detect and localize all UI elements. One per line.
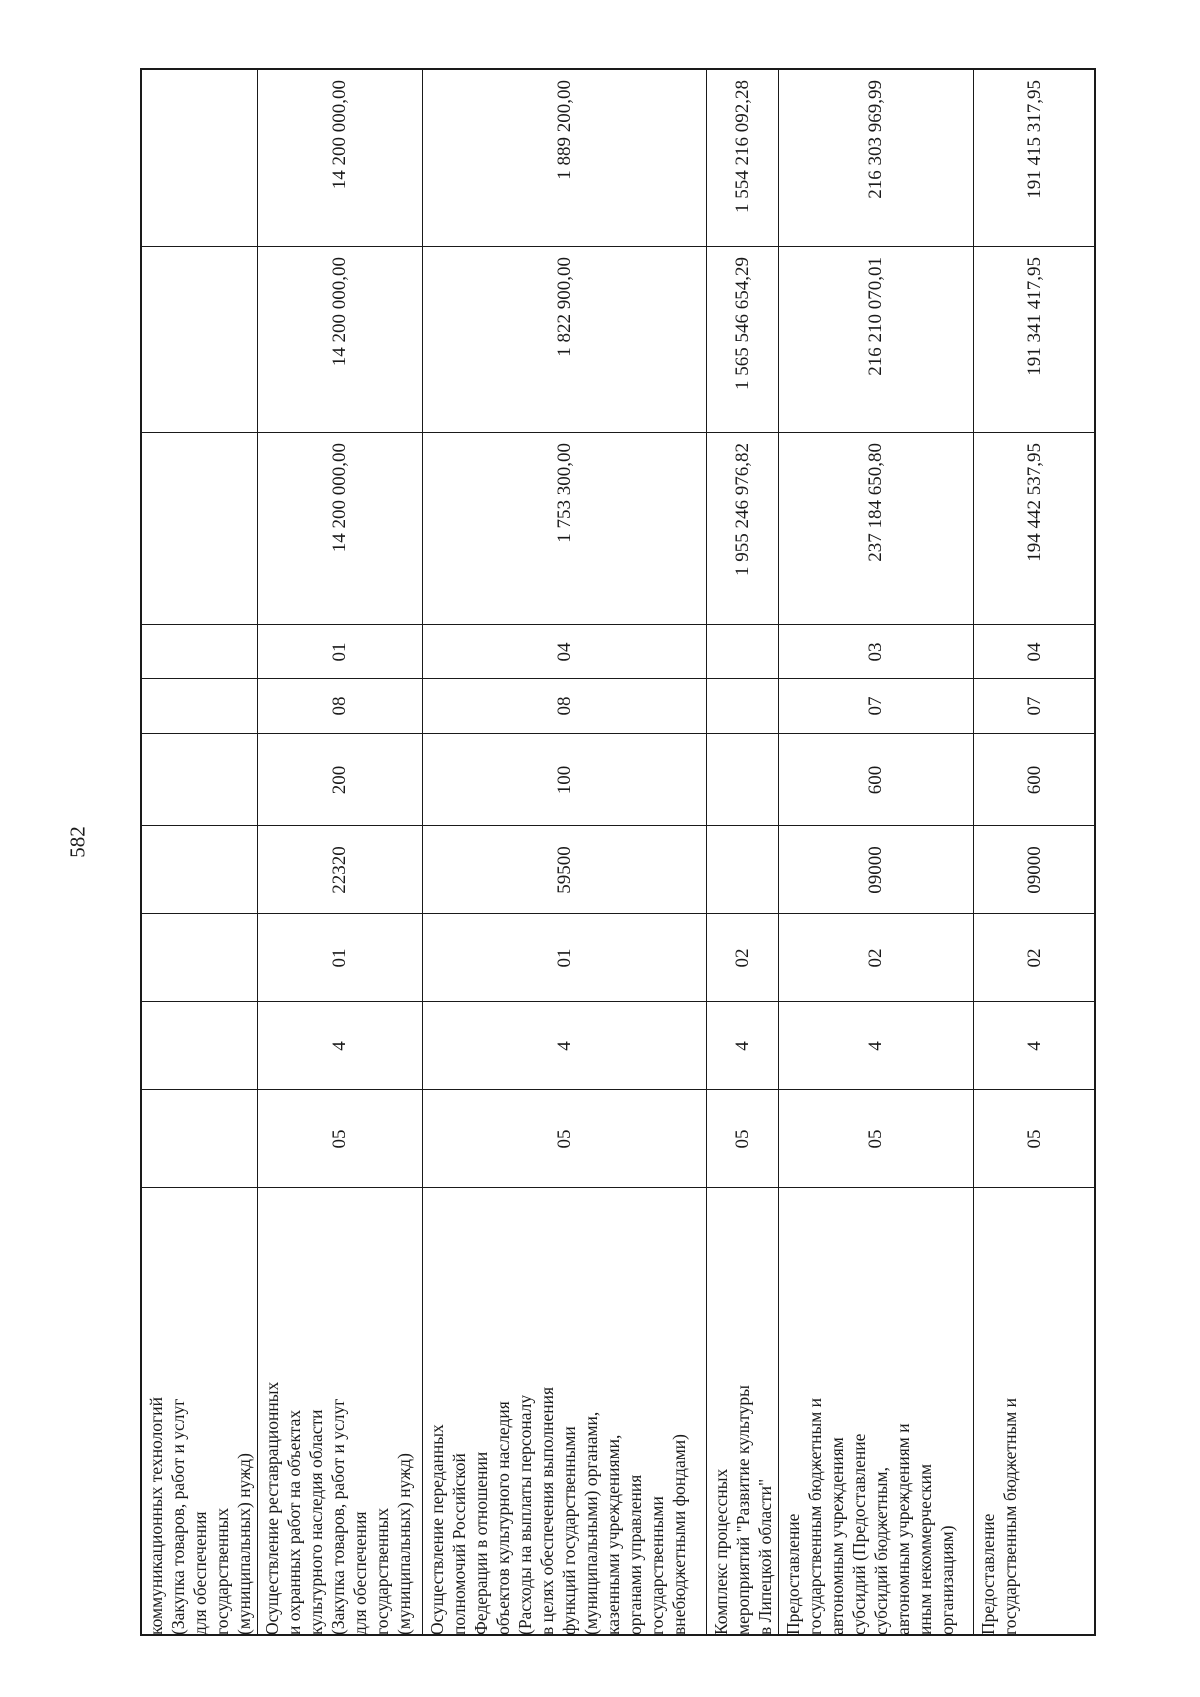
code5-value: 600 [865,765,886,794]
description-line: казенными учреждениями, [603,1434,623,1635]
code2-value: 4 [329,1040,350,1051]
amount1-cell [974,432,1096,624]
code3-value: 01 [553,948,575,967]
code5-cell [423,733,706,825]
code4-value: 09000 [865,845,886,894]
code5-cell [707,733,778,825]
code1-value: 05 [731,1129,753,1148]
amount1-cell [707,432,778,624]
code3-value: 02 [1024,948,1045,967]
amount3-cell [142,70,257,246]
amount2-cell [779,246,973,432]
code2-value: 4 [731,1040,753,1051]
amount3-value: 14 200 000,00 [329,80,350,190]
amount2-value: 216 210 070,01 [865,257,886,376]
code3-value: 02 [731,948,753,967]
code3-value: 01 [329,948,350,967]
code2-cell [423,1001,706,1089]
code6-cell [779,678,973,733]
code2-cell [142,1001,257,1089]
code1-cell [779,1089,973,1187]
amount3-value: 216 303 969,99 [865,80,886,199]
description-line: государственным бюджетным и [805,1397,825,1635]
code1-cell [707,1089,778,1187]
amount1-cell [258,432,422,624]
description-line: Осуществление переданных [427,1424,447,1635]
row-description-cell [423,1187,706,1638]
description-line: иным некоммерческим [915,1463,935,1635]
description-line: (Закупка товаров, работ и услуг [328,1398,348,1635]
table-row [423,70,707,1634]
amount2-cell [974,246,1096,432]
description-line: коммуникационных технологий [146,1397,166,1635]
description-line: субсидий бюджетным, [871,1467,891,1635]
table-row [707,70,779,1634]
row-description [974,1187,1021,1638]
code5-value: 600 [1024,765,1045,794]
code1-value: 05 [553,1129,575,1148]
code7-value: 01 [329,642,350,661]
code7-cell [142,624,257,678]
amount1-cell [423,432,706,624]
description-line: организациям) [937,1525,957,1635]
code4-cell [258,825,422,913]
description-line: полномочий Российской [449,1453,469,1635]
budget-table [140,68,1096,1636]
description-line: Комплекс процессных [711,1468,731,1635]
description-line: (муниципальных) нужд) [234,1453,254,1635]
table-row [258,70,423,1634]
description-line: в Липецкой области" [755,1478,775,1635]
code1-cell [423,1089,706,1187]
row-description [423,1187,690,1638]
amount2-cell [707,246,778,432]
code3-cell [142,913,257,1001]
amount3-value: 1 889 200,00 [553,80,575,180]
code6-value: 08 [553,696,575,716]
code4-value: 59500 [553,845,575,894]
row-description-cell [142,1187,257,1638]
code5-value: 100 [553,765,575,794]
description-line: объектов культурного наследия [493,1401,513,1635]
code3-cell [707,913,778,1001]
code6-cell [142,678,257,733]
code2-cell [974,1001,1096,1089]
code1-value: 05 [1024,1129,1045,1148]
code6-value: 07 [1024,696,1045,716]
amount2-value: 191 341 417,95 [1024,257,1045,376]
description-line: органами управления [625,1474,645,1635]
amount2-value: 1 822 900,00 [553,257,575,357]
description-line: субсидий (Предоставление [849,1433,869,1635]
code5-cell [779,733,973,825]
amount2-value: 14 200 000,00 [329,257,350,367]
code1-value: 05 [865,1129,886,1148]
row-description-cell [974,1187,1096,1638]
code4-value: 22320 [329,845,350,894]
code4-cell [707,825,778,913]
description-line: для обеспечения [190,1511,210,1635]
amount2-cell [423,246,706,432]
description-line: (Закупка товаров, работ и услуг [168,1398,188,1635]
code4-cell [423,825,706,913]
amount1-cell [142,432,257,624]
code6-value: 08 [329,696,350,716]
code6-cell [707,678,778,733]
code1-cell [142,1089,257,1187]
code1-value: 05 [329,1129,350,1148]
amount3-value: 191 415 317,95 [1024,80,1045,199]
table-row [142,70,258,1634]
description-line: мероприятий "Развитие культуры [733,1385,753,1635]
code7-value: 04 [553,642,575,661]
amount1-value: 1 753 300,00 [553,443,575,543]
code6-cell [423,678,706,733]
amount1-cell [779,432,973,624]
row-description [258,1187,415,1638]
code5-cell [974,733,1096,825]
amount1-value: 1 955 246 976,82 [731,443,753,576]
code4-cell [779,825,973,913]
amount3-cell [707,70,778,246]
amount2-cell [258,246,422,432]
description-line: автономным учреждениям и [893,1423,913,1635]
code3-cell [423,913,706,1001]
code2-value: 4 [553,1040,575,1051]
row-description [142,1187,255,1638]
description-line: (муниципальных) нужд) [394,1453,414,1635]
code3-cell [779,913,973,1001]
description-line: Предоставление [783,1513,803,1635]
code4-cell [974,825,1096,913]
code3-value: 02 [865,948,886,967]
amount3-value: 1 554 216 092,28 [731,80,753,213]
description-line: и охранных работ на объектах [284,1409,304,1635]
description-line: государственными [647,1496,667,1635]
code2-cell [779,1001,973,1089]
row-description-cell [258,1187,422,1638]
description-line: Предоставление [978,1513,998,1635]
description-line: (муниципальными) органами, [581,1411,601,1635]
code2-value: 4 [865,1040,886,1051]
code3-cell [974,913,1096,1001]
description-line: Осуществление реставрационных [262,1381,282,1635]
code7-cell [258,624,422,678]
code7-cell [974,624,1096,678]
description-line: государственных [372,1507,392,1635]
code5-value: 200 [329,765,350,794]
amount1-value: 237 184 650,80 [865,443,886,562]
row-description-cell [707,1187,778,1638]
code5-cell [142,733,257,825]
description-line: государственным бюджетным и [1000,1397,1020,1635]
description-line: функций государственными [559,1426,579,1635]
amount2-cell [142,246,257,432]
table-row [974,70,1096,1634]
description-line: в целях обеспечения выполнения [537,1386,557,1635]
row-description [707,1187,776,1638]
code2-value: 4 [1024,1040,1045,1051]
code3-cell [258,913,422,1001]
description-line: культурного наследия области [306,1409,326,1635]
amount2-value: 1 565 546 654,29 [731,257,753,390]
amount3-cell [258,70,422,246]
code1-cell [258,1089,422,1187]
amount3-cell [423,70,706,246]
description-line: автономным учреждениям [827,1437,847,1635]
amount3-cell [974,70,1096,246]
row-description-cell [779,1187,973,1638]
table-row [779,70,974,1634]
amount3-cell [779,70,973,246]
description-line: государственных [212,1507,232,1635]
code5-cell [258,733,422,825]
code7-cell [779,624,973,678]
code7-value: 04 [1024,642,1045,661]
code4-value: 09000 [1024,845,1045,894]
code6-cell [974,678,1096,733]
amount1-value: 194 442 537,95 [1024,443,1045,562]
description-line: внебюджетными фондами) [669,1434,689,1635]
code7-cell [707,624,778,678]
code7-cell [423,624,706,678]
code4-cell [142,825,257,913]
code6-cell [258,678,422,733]
page-number: 582 [65,826,90,858]
description-line: Федерации в отношении [471,1451,491,1635]
row-description [779,1187,958,1638]
amount1-value: 14 200 000,00 [329,443,350,553]
code1-cell [974,1089,1096,1187]
code2-cell [707,1001,778,1089]
description-line: (Расходы на выплаты персоналу [515,1394,535,1635]
code6-value: 07 [865,696,886,716]
code7-value: 03 [865,642,886,661]
code2-cell [258,1001,422,1089]
description-line: для обеспечения [350,1511,370,1635]
